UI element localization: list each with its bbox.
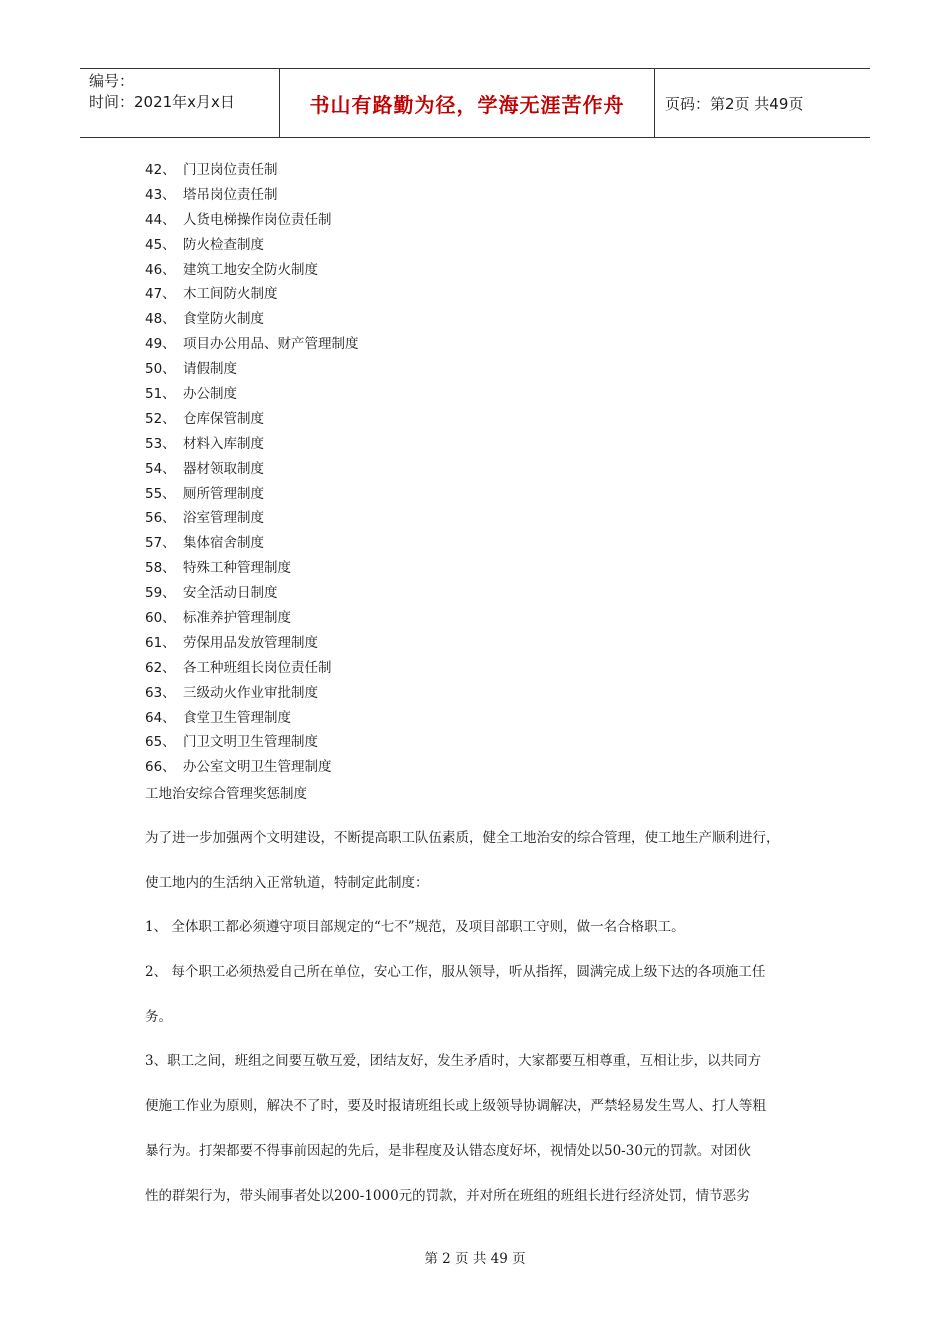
- toc-item-number: 42、: [145, 162, 176, 178]
- toc-item-text: 厕所管理制度: [183, 485, 264, 502]
- toc-item-number: 48、: [145, 311, 176, 328]
- toc-item: [145, 606, 359, 631]
- toc-item: [145, 581, 359, 606]
- toc-item: [145, 332, 359, 357]
- toc-item: [145, 233, 359, 258]
- toc-item-text: 请假制度: [183, 361, 237, 378]
- section-title: 工地治安综合管理奖惩制度: [145, 786, 307, 802]
- toc-item-text: 人货电梯操作岗位责任制: [183, 211, 332, 228]
- body-line: 使工地内的生活纳入正常轨道，特制定此制度：: [145, 874, 429, 891]
- body-text: [145, 826, 825, 1228]
- toc-item-text: 各工种班组长岗位责任制: [183, 659, 332, 676]
- toc-item-text: 特殊工种管理制度: [183, 560, 291, 577]
- toc-item: [145, 681, 359, 706]
- toc-item-number: 55、: [145, 485, 176, 502]
- toc-item-number: 57、: [145, 535, 176, 552]
- toc-item-number: 43、: [145, 186, 176, 203]
- toc-item-number: 53、: [145, 435, 176, 452]
- toc-item: [145, 357, 359, 382]
- toc-item-text: 塔吊岗位责任制: [183, 186, 278, 203]
- toc-item-text: 门卫文明卫生管理制度: [183, 734, 318, 751]
- body-line: 2、 每个职工必须热爱自己所在单位，安心工作，服从领导，听从指挥，圆满完成上级下达的各项施工任: [145, 964, 766, 981]
- toc-item-number: 44、: [145, 211, 176, 228]
- toc-item-number: 56、: [145, 510, 176, 527]
- toc-list: [145, 158, 359, 780]
- toc-item-text: 标准养护管理制度: [183, 610, 291, 627]
- code-label: 编号：: [89, 72, 135, 90]
- toc-item: [145, 457, 359, 482]
- body-line: 1、 全体职工都必须遵守项目部规定的“七不”规范，及项目部职工守则，做一名合格职工。: [145, 919, 685, 936]
- toc-item-text: 三级动火作业审批制度: [183, 684, 318, 701]
- toc-item: [145, 556, 359, 581]
- toc-item: [145, 282, 359, 307]
- toc-item-number: 64、: [145, 709, 176, 726]
- page-header: [80, 68, 870, 138]
- toc-item: [145, 158, 359, 183]
- toc-item-text: 木工间防火制度: [183, 286, 278, 303]
- toc-item: [145, 730, 359, 755]
- toc-item-number: 59、: [145, 585, 176, 602]
- toc-item-text: 办公室文明卫生管理制度: [183, 759, 332, 776]
- toc-item: [145, 208, 359, 233]
- toc-item-number: 54、: [145, 460, 176, 477]
- header-motto: 书山有路勤为径，学海无涯苦作舟: [280, 69, 655, 137]
- toc-item-number: 52、: [145, 410, 176, 427]
- toc-item-number: 49、: [145, 336, 176, 353]
- toc-item-text: 器材领取制度: [183, 460, 264, 477]
- toc-item-number: 61、: [145, 634, 176, 651]
- header-page-info: 页码：第2页 共49页: [665, 94, 804, 113]
- toc-item-text: 食堂卫生管理制度: [183, 709, 291, 726]
- toc-item-text: 仓库保管制度: [183, 410, 264, 427]
- body-line: 3、职工之间，班组之间要互敬互爱，团结友好，发生矛盾时，大家都要互相尊重，互相让步，以共同方: [145, 1053, 762, 1070]
- toc-item-text: 食堂防火制度: [183, 311, 264, 328]
- body-line: 便施工作业为原则，解决不了时，要及时报请班组长或上级领导协调解决，严禁轻易发生骂人、打人等粗: [145, 1098, 766, 1115]
- toc-item: [145, 307, 359, 332]
- toc-item-number: 62、: [145, 659, 176, 676]
- toc-item-text: 材料入库制度: [183, 435, 264, 452]
- toc-item-text: 建筑工地安全防火制度: [183, 261, 318, 278]
- toc-item-number: 66、: [145, 759, 176, 776]
- toc-item-text: 防火检查制度: [183, 236, 264, 253]
- toc-item: [145, 506, 359, 531]
- page-footer: 第 2 页 共 49 页: [424, 1251, 526, 1267]
- header-left-cell: [80, 69, 280, 137]
- toc-item-number: 58、: [145, 560, 176, 577]
- toc-item-text: 浴室管理制度: [183, 510, 264, 527]
- toc-item: [145, 407, 359, 432]
- toc-item-number: 51、: [145, 386, 176, 403]
- toc-item-text: 办公制度: [183, 386, 237, 403]
- toc-item-number: 46、: [145, 261, 176, 278]
- toc-item: [145, 706, 359, 731]
- body-line: 暴行为。打架都要不得事前因起的先后，是非程度及认错态度好坏，视情处以50-30元的罚款。对团伙: [145, 1142, 751, 1159]
- body-line: 为了进一步加强两个文明建设，不断提高职工队伍素质，健全工地治安的综合管理，使工地生产顺利进行，: [145, 830, 780, 846]
- toc-item-text: 集体宿舍制度: [183, 535, 264, 552]
- toc-item: [145, 258, 359, 283]
- toc-item: [145, 755, 359, 780]
- body-line: 性的群架行为，带头闹事者处以200-1000元的罚款，并对所在班组的班组长进行经济处罚，情节恶劣: [145, 1187, 750, 1204]
- toc-item-number: 65、: [145, 734, 176, 751]
- toc-item-text: 门卫岗位责任制: [183, 162, 278, 178]
- toc-item: [145, 482, 359, 507]
- toc-item-number: 63、: [145, 684, 176, 701]
- toc-item: [145, 656, 359, 681]
- toc-item: [145, 531, 359, 556]
- toc-item: [145, 631, 359, 656]
- toc-item-number: 50、: [145, 361, 176, 378]
- toc-item-text: 安全活动日制度: [183, 585, 278, 602]
- date-line: 时间：2021年x月x日: [89, 93, 235, 111]
- toc-item-number: 45、: [145, 236, 176, 253]
- toc-item-text: 项目办公用品、财产管理制度: [183, 336, 359, 353]
- toc-item-number: 47、: [145, 286, 176, 303]
- toc-item-text: 劳保用品发放管理制度: [183, 634, 318, 651]
- body-line: 务。: [145, 1008, 172, 1025]
- toc-item: [145, 382, 359, 407]
- toc-item: [145, 183, 359, 208]
- toc-item-number: 60、: [145, 610, 176, 627]
- toc-item: [145, 432, 359, 457]
